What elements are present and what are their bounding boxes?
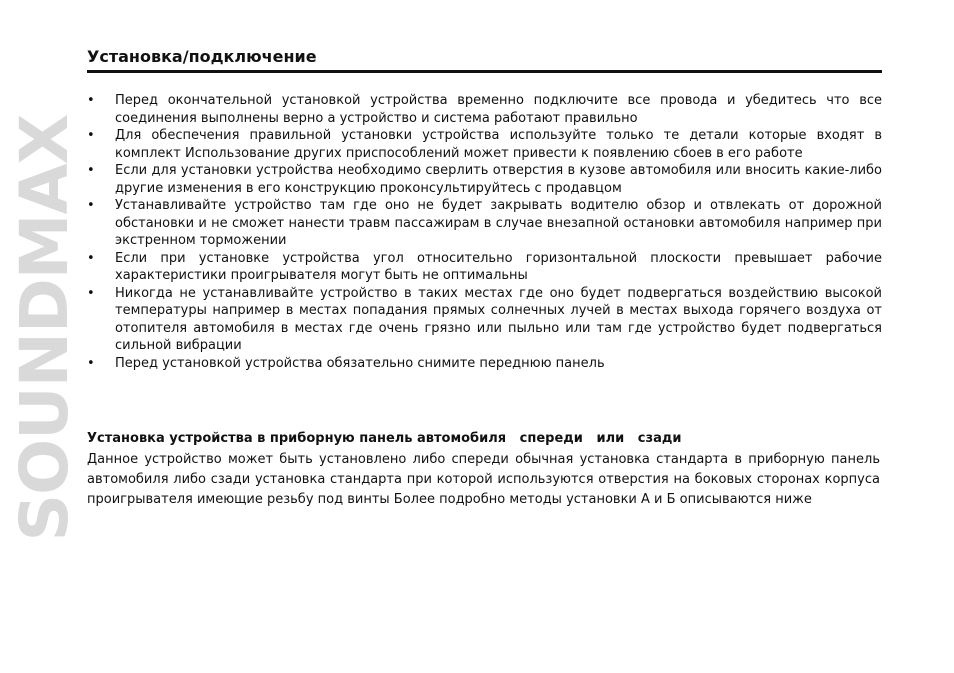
section-heading: Установка устройства в приборную панель автомобиля спереди или сзади bbox=[87, 431, 682, 446]
section-body-text: Данное устройство может быть установлено либо спереди обычная установка стандарта в приборную панель автомобиля либо сзади установка стандарта при которой используются отверстия на боковых сторонах корпуса проигрывателя имеющие резьбу под винты Более подробно методы установки А и Б описываются ниже bbox=[87, 452, 880, 507]
list-item: • Никогда не устанавливайте устройство в таких местах где оно будет подвергаться воздействию высокой температуры например в местах попадания прямых солнечных лучей в местах выхода горячего воздуха от отопителя автомобиля в местах где очень грязно или пыльно или там где устройство будет подвергаться сильной вибрации bbox=[87, 285, 882, 355]
list-item: • Если для установки устройства необходимо сверлить отверстия в кузове автомобиля или вносить какие-либо другие изменения в его конструкцию проконсультируйтесь с продавцом bbox=[87, 162, 882, 197]
list-item: • Если при установке устройства угол относительно горизонтальной плоскости превышает рабочие характеристики проигрывателя могут быть не оптимальны bbox=[87, 250, 882, 285]
list-item: • Перед установкой устройства обязательно снимите переднюю панель bbox=[87, 355, 882, 373]
list-item: • Перед окончательной установкой устройства временно подключите все провода и убедитесь что все соединения выполнены верно а устройство и система работают правильно bbox=[87, 92, 882, 127]
page-title: Установка/подключение bbox=[87, 47, 317, 66]
title-divider bbox=[87, 70, 882, 73]
list-item: • Устанавливайте устройство там где оно не будет закрывать водителю обзор и отвлекать от дорожной обстановки и не сможет нанести травм пассажирам в случае внезапной остановки автомобиля например при экстренном торможении bbox=[87, 197, 882, 250]
brand-logo-text: SOUNDMAX bbox=[6, 114, 83, 542]
brand-watermark bbox=[6, 54, 83, 602]
installation-notes-list bbox=[87, 92, 882, 372]
list-item: • Для обеспечения правильной установки устройства используйте только те детали которые входят в комплект Использование других приспособлений может привести к появлению сбоев в его работе bbox=[87, 127, 882, 162]
